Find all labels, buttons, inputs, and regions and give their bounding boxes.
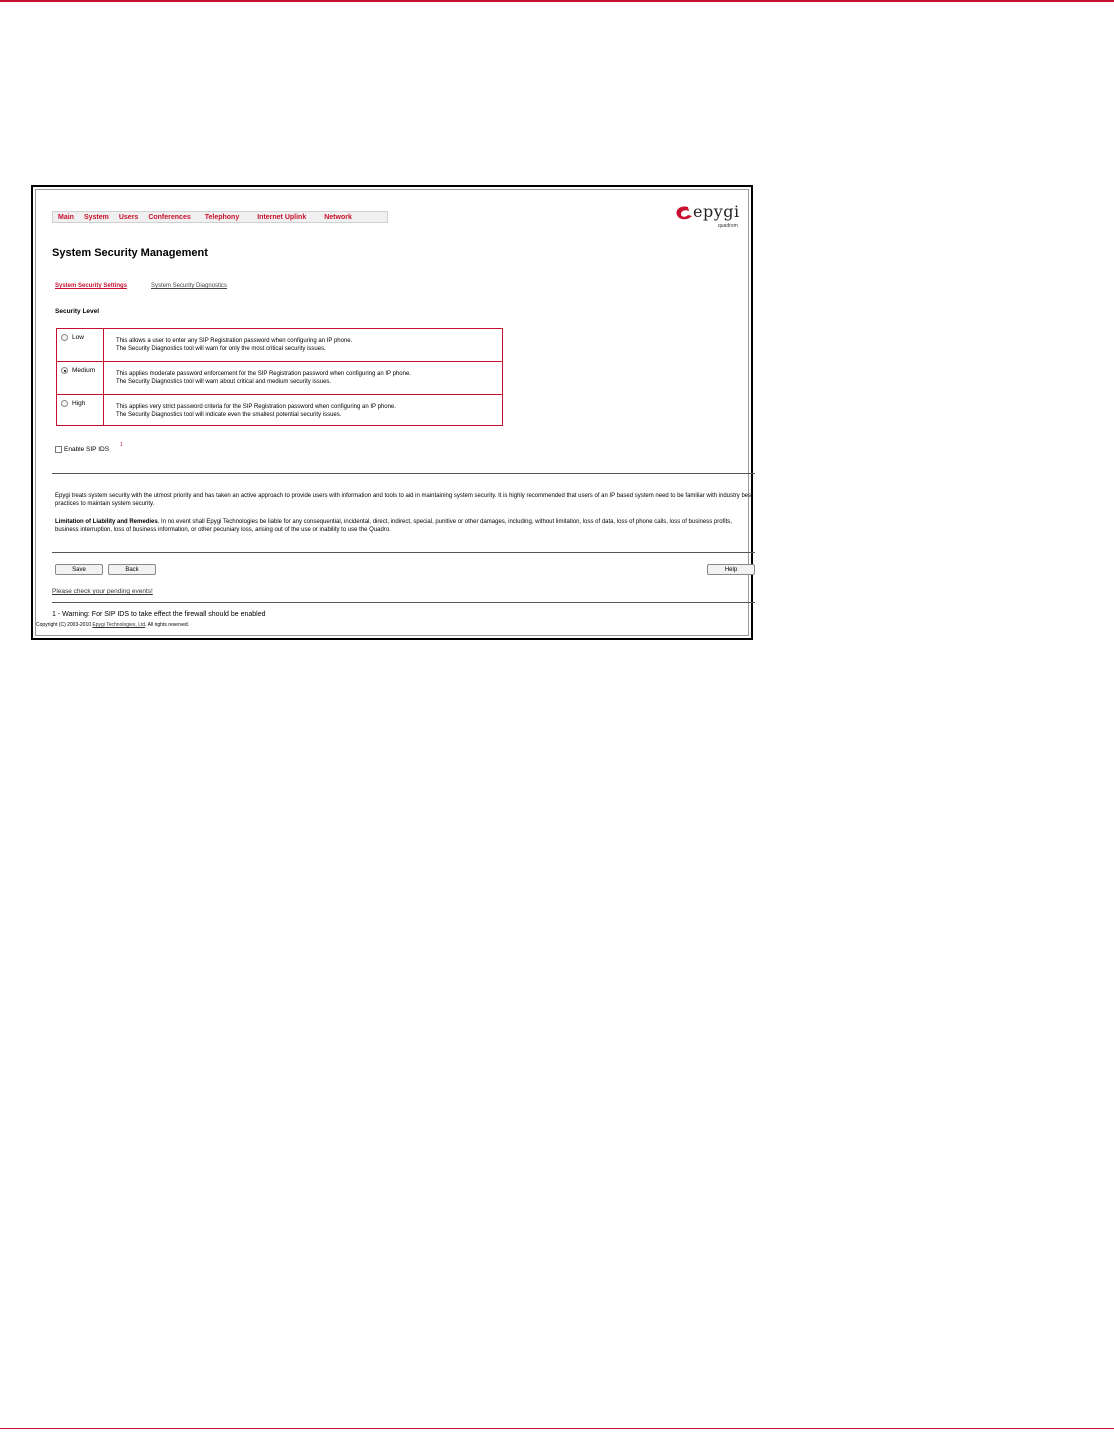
company-link[interactable]: Epygi Technologies, Ltd <box>92 622 146 628</box>
enable-sip-ids-checkbox[interactable] <box>55 446 62 453</box>
security-option-low <box>57 329 502 362</box>
high-description <box>116 403 396 419</box>
tab-system-security-settings[interactable]: System Security Settings <box>55 283 128 289</box>
logo-subtitle: quadrom <box>718 223 738 229</box>
radio-low[interactable] <box>61 334 68 341</box>
security-option-high <box>57 395 502 427</box>
menu-users[interactable]: Users <box>118 213 139 221</box>
security-level-label: Security Level <box>55 308 100 315</box>
low-description <box>116 337 352 353</box>
menu-conferences[interactable]: Conferences <box>148 213 191 221</box>
medium-description <box>116 370 411 386</box>
menu-internet-uplink[interactable]: Internet Uplink <box>257 213 307 221</box>
tab-system-security-diagnostics[interactable]: System Security Diagnostics <box>151 283 228 289</box>
low-description-line1: This allows a user to enter any SIP Registration password when configuring an IP phone. <box>116 338 353 344</box>
back-button[interactable]: Back <box>108 564 156 575</box>
divider-top <box>52 473 755 474</box>
menu-main[interactable]: Main <box>58 213 74 221</box>
radio-low-label: Low <box>72 334 84 341</box>
footnote-marker: 1 <box>120 442 123 448</box>
menu-system[interactable]: System <box>83 213 109 221</box>
pending-events-link[interactable]: Please check your pending events! <box>52 588 153 595</box>
sip-ids-warning: 1 - Warning: For SIP IDS to take effect the firewall should be enabled <box>52 611 266 618</box>
radio-medium[interactable] <box>61 367 68 374</box>
copyright-suffix: . All rights reserved. <box>145 622 190 628</box>
liability-text: . In no event shall Epygi Technologies be liable for any consequential, incidental, direct, indirect, special, punitive or other damages, including, without limitation, loss of data, loss of phone calls, loss of business profits, business interruption, loss of business information, or other pecuniary loss, arising out of the use or inability to use the Quadro. <box>55 519 732 533</box>
medium-description-line1: This applies moderate password enforcement for the SIP Registration password when configuring an IP phone. <box>116 371 411 377</box>
page-title: System Security Management <box>52 247 208 259</box>
enable-sip-ids-label: Enable SIP IDS <box>64 446 110 453</box>
help-button[interactable]: Help <box>707 564 755 575</box>
main-menu-bar <box>52 211 388 223</box>
save-button[interactable]: Save <box>55 564 103 575</box>
epygi-logo <box>670 202 750 232</box>
copyright-notice <box>36 622 189 628</box>
browser-page <box>35 189 753 636</box>
menu-telephony[interactable]: Telephony <box>204 213 240 221</box>
page-top-rule <box>0 0 1114 2</box>
high-description-line1: This applies very strict password criteria for the SIP Registration password when configuring an IP phone. <box>116 404 396 410</box>
divider-middle <box>52 552 755 553</box>
security-info-paragraph: Epygi treats system security with the utmost priority and has taken an active approach to provide users with information and tools to aid in maintaining system security. It is highly recommended that users of an IP based system need to be familiar with industry best practices to maintain system security. <box>55 493 753 507</box>
menu-network[interactable]: Network <box>324 213 352 221</box>
radio-medium-label: Medium <box>72 367 96 374</box>
logo-wordmark: epygi <box>693 202 740 221</box>
screenshot-frame <box>31 185 753 640</box>
security-option-medium <box>57 362 502 395</box>
liability-paragraph <box>55 518 755 534</box>
page-bottom-rule <box>0 1428 1114 1429</box>
high-description-line2: The Security Diagnostics tool will indicate even the smallest potential security issues. <box>116 412 342 418</box>
medium-description-line2: The Security Diagnostics tool will warn about critical and medium security issues. <box>116 379 332 385</box>
radio-high-label: High <box>72 400 86 407</box>
copyright-prefix: Copyright (C) 2003-2010 <box>36 622 93 628</box>
liability-title: Limitation of Liability and Remedies <box>55 519 158 525</box>
security-level-table <box>56 328 503 426</box>
radio-high[interactable] <box>61 400 68 407</box>
low-description-line2: The Security Diagnostics tool will warn for only the most critical security issues. <box>116 346 326 352</box>
divider-bottom <box>52 602 755 603</box>
